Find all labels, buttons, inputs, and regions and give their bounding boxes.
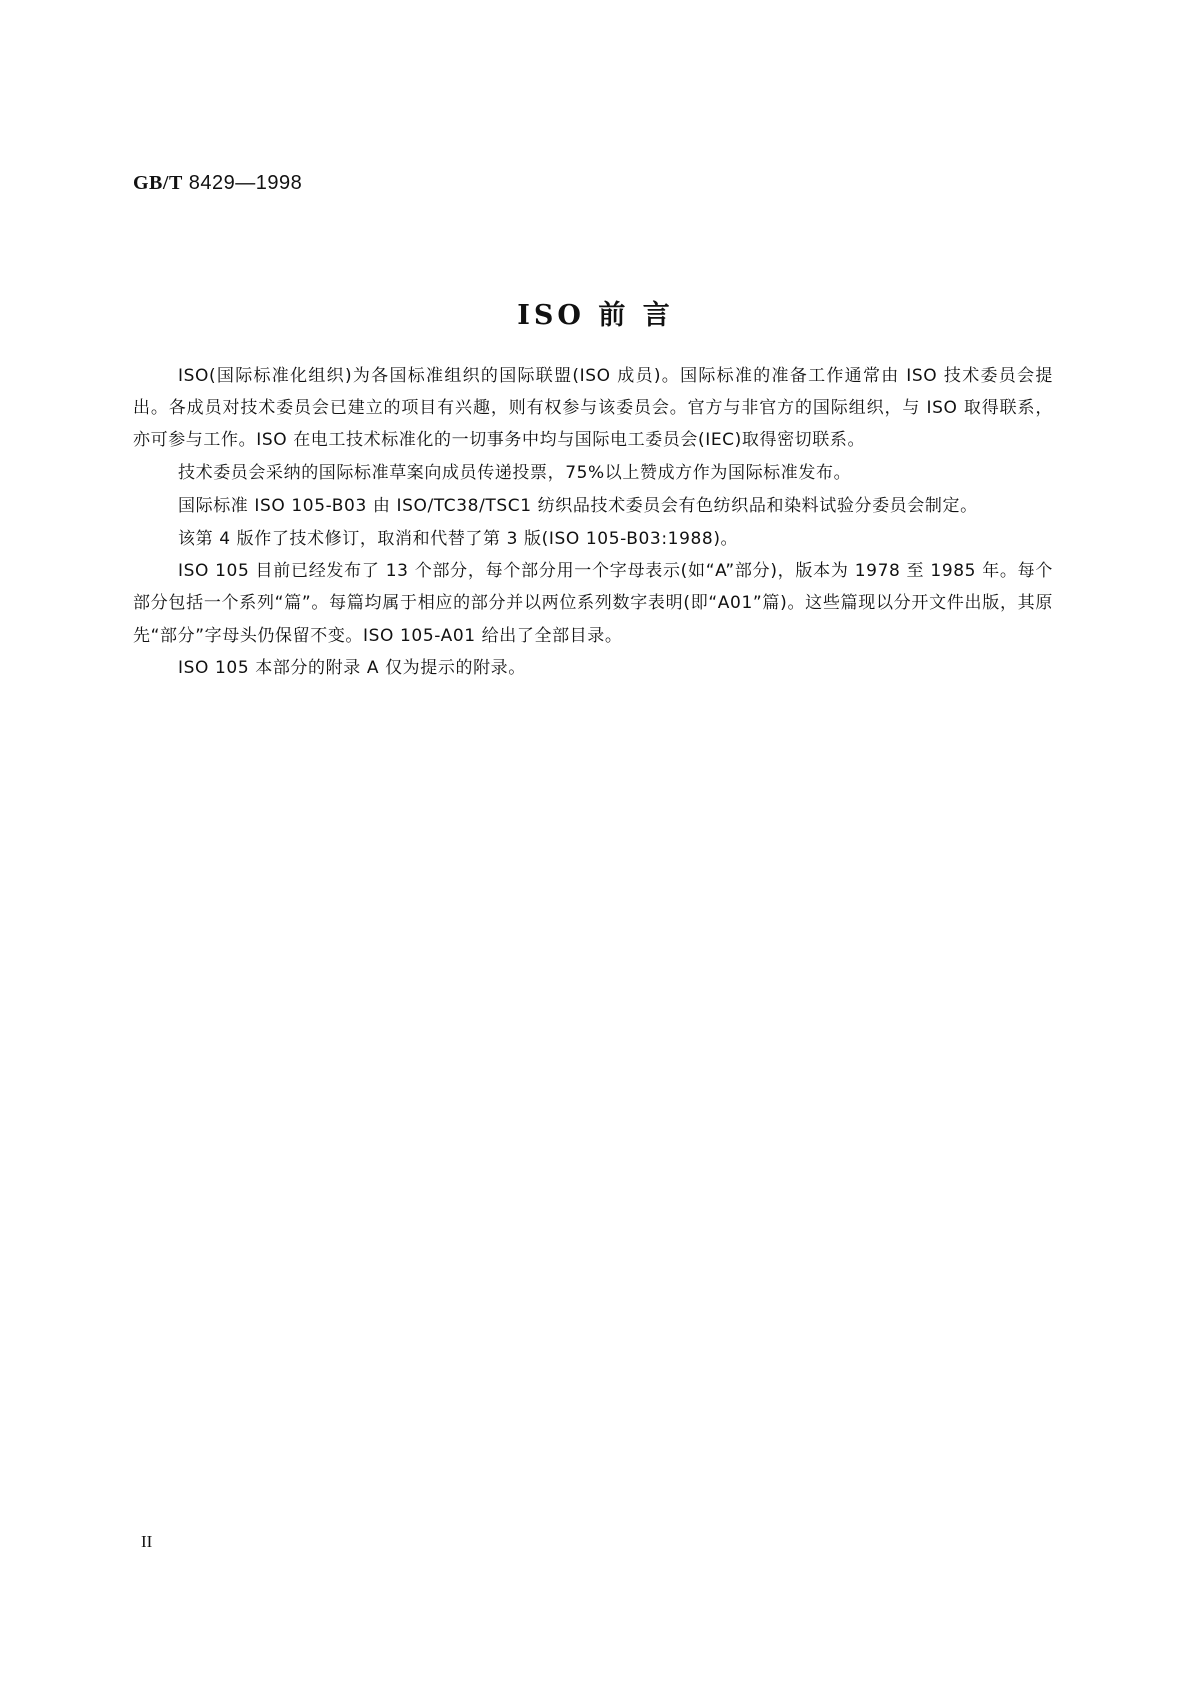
paragraph-edition: 该第 4 版作了技术修订，取消和代替了第 3 版(ISO 105-B03:1988)。 [178,528,739,549]
standard-code-prefix: GB/T [133,172,183,194]
paragraph-voting: 技术委员会采纳的国际标准草案向成员传递投票，75%以上赞成方作为国际标准发布。 [178,463,852,484]
paragraph-parts: ISO 105 目前已经发布了 13 个部分，每个部分用一个字母表示(如“A”部分)，版本为 1978 至 1985 年。每个部分包括一个系列“篇”。每篇均属于相应的部分并以两位系列数字表明(即“A01”篇)。这些篇现以分开文件出版，其原先“部分”字母头仍保留不变。ISO 105-A01 给出了全部目录。 [133,561,1053,646]
page-title: ISO 前 言 [517,300,674,331]
standard-code-number: 8429—1998 [188,172,303,194]
page-number: II [141,1532,153,1551]
paragraph-committee: 国际标准 ISO 105-B03 由 ISO/TC38/TSC1 纺织品技术委员会有色纺织品和染料试验分委员会制定。 [178,495,978,516]
paragraph-annex: ISO 105 本部分的附录 A 仅为提示的附录。 [178,658,526,679]
paragraph-iso-intro: ISO(国际标准化组织)为各国标准组织的国际联盟(ISO 成员)。国际标准的准备工作通常由 ISO 技术委员会提出。各成员对技术委员会已建立的项目有兴趣，则有权参与该委员会。官方与非官方的国际组织，与 ISO 取得联系，亦可参与工作。ISO 在电工技术标准化的一切事务中均与国际电工委员会(IEC)取得密切联系。 [133,366,1053,451]
standard-code [133,172,302,195]
foreword-body [133,360,1053,685]
